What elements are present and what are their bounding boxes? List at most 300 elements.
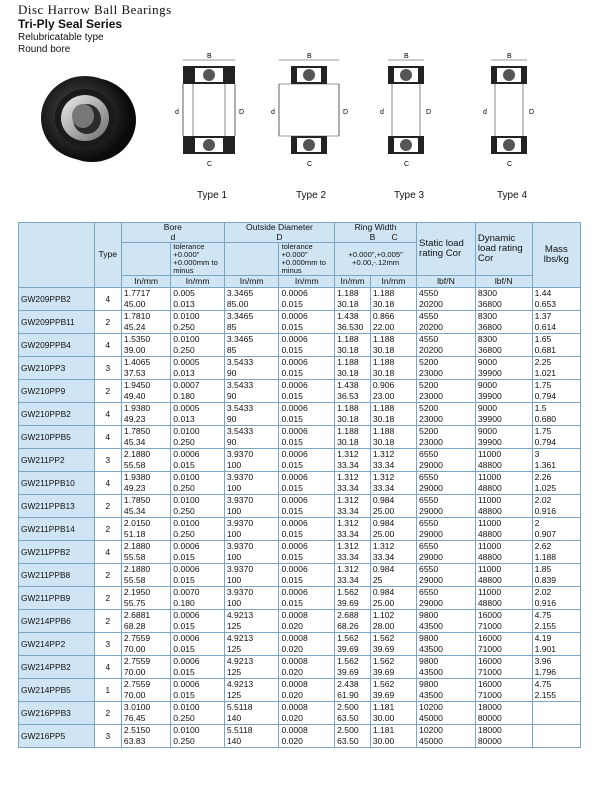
c-metric-value: 30.18 — [372, 367, 395, 378]
mass-cell — [532, 609, 580, 632]
model-header — [19, 223, 95, 288]
b-metric-value: 39.69 — [337, 597, 359, 608]
mass-cell — [532, 494, 580, 517]
otol-inch-value: 0.0006 — [281, 564, 308, 575]
od-inch-value: 5.5118 — [226, 702, 253, 713]
mass-metric-value: 1.021 — [534, 367, 557, 378]
svg-text:D: D — [529, 109, 535, 116]
b-inch-value: 1.438 — [337, 311, 359, 322]
c-metric-value: 30.18 — [372, 436, 395, 447]
mass-metric-value: 1.796 — [534, 666, 557, 677]
od-cell — [224, 517, 279, 540]
mass-cell — [532, 563, 580, 586]
b-cell — [335, 632, 371, 655]
c-metric-value: 30.00 — [372, 735, 395, 746]
od-cell — [224, 310, 279, 333]
type-cell: 3 — [94, 356, 121, 379]
stat-inch-value: 5200 — [419, 403, 439, 414]
btol-metric-value: 0.250 — [173, 344, 195, 355]
otol-cell — [279, 310, 335, 333]
btol-inch-value: 0.0006 — [173, 679, 200, 690]
b-cell — [335, 310, 371, 333]
bore-cell — [121, 287, 170, 310]
bore-cell — [121, 678, 170, 701]
stat-cell — [417, 494, 476, 517]
mass-cell — [532, 402, 580, 425]
otol-cell — [279, 563, 335, 586]
unit-od: In/mm — [224, 275, 279, 287]
table-row — [19, 402, 581, 425]
c-inch-value: 1.562 — [372, 679, 395, 690]
otol-cell — [279, 701, 335, 724]
b-inch-value: 1.312 — [337, 472, 359, 483]
bore-cell — [121, 563, 170, 586]
od-inch-value: 3.5433 — [226, 426, 254, 437]
dyn-inch-value: 8300 — [477, 311, 497, 322]
dyn-inch-value: 11000 — [477, 541, 502, 552]
otol-metric-value: 0.015 — [281, 459, 303, 470]
od-cell — [224, 609, 279, 632]
mass-inch-value: 3 — [534, 449, 540, 460]
btol-cell — [171, 540, 225, 563]
b-cell — [335, 609, 371, 632]
b-inch-value: 1.312 — [337, 541, 359, 552]
c-metric-value: 23.00 — [372, 390, 395, 401]
btol-metric-value: 0.250 — [173, 505, 195, 516]
model-cell: GW210PP3 — [19, 356, 95, 379]
unit-static: lbf/N — [417, 275, 476, 287]
stat-inch-value: 6550 — [419, 449, 439, 460]
table-row — [19, 540, 581, 563]
bore-inch-value: 2.7559 — [123, 679, 151, 690]
bore-inch-value: 1.7810 — [123, 311, 151, 322]
stat-inch-value: 5200 — [419, 380, 439, 391]
mass-cell — [532, 678, 580, 701]
stat-cell — [417, 471, 476, 494]
mass-inch-value: 1.85 — [534, 564, 552, 575]
otol-inch-value: 0.0006 — [281, 288, 308, 299]
model-cell: GW216PP5 — [19, 724, 95, 747]
stat-cell — [417, 425, 476, 448]
mass-cell — [532, 425, 580, 448]
stat-cell — [417, 540, 476, 563]
btol-cell — [171, 678, 225, 701]
mass-metric-value: 0.794 — [534, 436, 557, 447]
otol-inch-value: 0.0006 — [281, 403, 308, 414]
model-cell: GW209PPB11 — [19, 310, 95, 333]
mass-cell — [532, 448, 580, 471]
btol-metric-value: 0.015 — [173, 643, 195, 654]
table-row — [19, 310, 581, 333]
bore-inch-value: 1.9450 — [123, 380, 151, 391]
btol-cell — [171, 586, 225, 609]
otol-metric-value: 0.015 — [281, 551, 303, 562]
mass-cell — [532, 632, 580, 655]
bore-cell — [121, 517, 170, 540]
bore-metric-value: 63.83 — [123, 735, 146, 746]
bore-metric-value: 49.23 — [123, 482, 146, 493]
bore-inch-value: 2.1880 — [123, 564, 151, 575]
bore-inch-value: 1.9380 — [123, 403, 151, 414]
dyn-inch-value: 16000 — [477, 679, 502, 690]
btol-cell — [171, 724, 225, 747]
c-metric-value: 25.00 — [372, 528, 395, 539]
c-cell — [370, 517, 416, 540]
b-metric-value: 63.50 — [337, 712, 359, 723]
mass-cell — [532, 701, 580, 724]
type-cell: 2 — [94, 379, 121, 402]
model-cell: GW211PPB10 — [19, 471, 95, 494]
c-cell — [370, 402, 416, 425]
b-inch-value: 1.438 — [337, 380, 359, 391]
dyn-metric-value: 48800 — [477, 551, 502, 562]
btol-cell — [171, 333, 225, 356]
bore-metric-value: 45.34 — [123, 505, 146, 516]
table-row — [19, 517, 581, 540]
otol-cell — [279, 586, 335, 609]
od-cell — [224, 356, 279, 379]
model-cell: GW209PPB4 — [19, 333, 95, 356]
bore-cell — [121, 494, 170, 517]
bore-cell — [121, 724, 170, 747]
dyn-inch-value: 9000 — [477, 380, 497, 391]
c-cell — [370, 494, 416, 517]
od-metric-value: 100 — [226, 528, 242, 539]
c-inch-value: 0.984 — [372, 587, 395, 598]
subtitle-relubricatable: Relubricatable type — [18, 32, 104, 43]
od-inch-value: 3.3465 — [226, 288, 254, 299]
dyn-metric-value: 36800 — [477, 321, 502, 332]
otol-inch-value: 0.0006 — [281, 357, 308, 368]
otol-inch-value: 0.0008 — [281, 679, 308, 690]
btol-metric-value: 0.180 — [173, 390, 195, 401]
stat-cell — [417, 448, 476, 471]
mass-metric-value: 2.155 — [534, 689, 557, 700]
ring-tolerance-header: +0.000",+0.005" +0.00,-.12mm — [335, 243, 417, 276]
unit-c: In/mm — [370, 275, 416, 287]
bore-inch-value: 2.1880 — [123, 449, 151, 460]
otol-metric-value: 0.015 — [281, 528, 303, 539]
svg-text:d: d — [483, 109, 487, 116]
btol-metric-value: 0.250 — [173, 321, 195, 332]
stat-cell — [417, 586, 476, 609]
od-inch-value: 3.9370 — [226, 587, 254, 598]
b-metric-value: 36.530 — [337, 321, 364, 332]
bore-cell — [121, 356, 170, 379]
od-cell — [224, 448, 279, 471]
mass-inch-value: 1.37 — [534, 311, 552, 322]
od-inch-value: 3.9370 — [226, 449, 254, 460]
b-metric-value: 33.34 — [337, 574, 359, 585]
otol-metric-value: 0.015 — [281, 436, 303, 447]
bore-inch-value: 2.5150 — [123, 725, 151, 736]
c-inch-value: 1.312 — [372, 541, 395, 552]
type-cell: 4 — [94, 287, 121, 310]
otol-inch-value: 0.0008 — [281, 725, 308, 736]
type-1-diagram — [165, 50, 255, 170]
b-inch-value: 2.500 — [337, 702, 359, 713]
otol-metric-value: 0.015 — [281, 597, 303, 608]
od-cell — [224, 678, 279, 701]
otol-cell — [279, 448, 335, 471]
btol-cell — [171, 287, 225, 310]
table-row — [19, 471, 581, 494]
stat-metric-value: 20200 — [419, 298, 443, 309]
svg-text:C: C — [307, 161, 313, 168]
b-cell — [335, 540, 371, 563]
unit-dynamic: lbf/N — [475, 275, 532, 287]
od-inch-value: 3.5433 — [226, 380, 254, 391]
table-row — [19, 563, 581, 586]
svg-text:C: C — [507, 161, 513, 168]
mass-cell — [532, 540, 580, 563]
stat-metric-value: 29000 — [419, 505, 443, 516]
b-metric-value: 63.50 — [337, 735, 359, 746]
stat-metric-value: 29000 — [419, 528, 443, 539]
dyn-inch-value: 18000 — [477, 725, 502, 736]
b-inch-value: 1.312 — [337, 518, 359, 529]
mass-cell — [532, 356, 580, 379]
mass-metric-value: 2.155 — [534, 620, 557, 631]
model-cell: GW214PPB5 — [19, 678, 95, 701]
btol-inch-value: 0.0100 — [173, 311, 200, 322]
dyn-metric-value: 71000 — [477, 643, 502, 654]
type-2-label: Type 2 — [296, 190, 327, 201]
mass-inch-value: 1.75 — [534, 426, 552, 437]
bore-cell — [121, 471, 170, 494]
btol-metric-value: 0.250 — [173, 436, 195, 447]
c-inch-value: 0.866 — [372, 311, 395, 322]
table-row — [19, 494, 581, 517]
otol-inch-value: 0.0008 — [281, 656, 308, 667]
otol-metric-value: 0.015 — [281, 574, 303, 585]
mass-inch-value: 3.96 — [534, 656, 552, 667]
otol-metric-value: 0.015 — [281, 367, 303, 378]
unit-od-tol: In/mm — [279, 275, 335, 287]
type-cell: 2 — [94, 586, 121, 609]
mass-inch-value: 2.25 — [534, 357, 552, 368]
mass-cell — [532, 517, 580, 540]
b-metric-value: 33.34 — [337, 528, 359, 539]
c-inch-value: 1.562 — [372, 656, 395, 667]
otol-inch-value: 0.0006 — [281, 334, 308, 345]
otol-inch-value: 0.0006 — [281, 380, 308, 391]
otol-inch-value: 0.0008 — [281, 702, 308, 713]
b-cell — [335, 333, 371, 356]
bore-cell — [121, 701, 170, 724]
b-metric-value: 33.34 — [337, 505, 359, 516]
b-metric-value: 30.18 — [337, 367, 359, 378]
dim-b-label: B — [207, 53, 212, 60]
b-inch-value: 1.188 — [337, 357, 359, 368]
otol-cell — [279, 724, 335, 747]
mass-metric-value: 0.681 — [534, 344, 557, 355]
dyn-cell — [475, 287, 532, 310]
od-metric-value: 90 — [226, 390, 237, 401]
stat-inch-value: 6550 — [419, 541, 439, 552]
table-row — [19, 333, 581, 356]
bore-inch-value: 1.9380 — [123, 472, 151, 483]
c-metric-value: 33.34 — [372, 482, 395, 493]
dyn-metric-value: 36800 — [477, 344, 502, 355]
type-cell: 4 — [94, 540, 121, 563]
bore-metric-value: 45.00 — [123, 298, 146, 309]
od-cell — [224, 471, 279, 494]
od-metric-value: 125 — [226, 620, 242, 631]
otol-inch-value: 0.0006 — [281, 541, 308, 552]
dyn-metric-value: 48800 — [477, 597, 502, 608]
od-cell — [224, 425, 279, 448]
c-cell — [370, 287, 416, 310]
bore-tolerance-header: tolerance +0.000" +0.000mm to minus — [171, 243, 225, 276]
stat-cell — [417, 517, 476, 540]
od-cell — [224, 724, 279, 747]
btol-cell — [171, 609, 225, 632]
c-cell — [370, 540, 416, 563]
bore-metric-value: 70.00 — [123, 689, 146, 700]
od-metric-value: 125 — [226, 643, 242, 654]
od-metric-value: 85 — [226, 321, 237, 332]
c-inch-value: 1.181 — [372, 725, 395, 736]
model-cell: GW211PPB13 — [19, 494, 95, 517]
b-inch-value: 1.562 — [337, 587, 359, 598]
stat-inch-value: 10200 — [419, 702, 443, 713]
bore-inch-value: 3.0100 — [123, 702, 151, 713]
bore-metric-value: 55.75 — [123, 597, 146, 608]
svg-text:D: D — [343, 109, 349, 116]
b-inch-value: 2.438 — [337, 679, 359, 690]
stat-metric-value: 23000 — [419, 367, 443, 378]
c-metric-value: 30.00 — [372, 712, 395, 723]
bore-inch-value: 1.7850 — [123, 495, 151, 506]
stat-cell — [417, 724, 476, 747]
type-cell: 4 — [94, 471, 121, 494]
bore-metric-value: 49.40 — [123, 390, 146, 401]
b-cell — [335, 678, 371, 701]
model-cell: GW214PP2 — [19, 632, 95, 655]
c-inch-value: 1.188 — [372, 403, 395, 414]
table-header — [19, 223, 581, 288]
dyn-inch-value: 11000 — [477, 449, 502, 460]
c-metric-value: 30.18 — [372, 298, 395, 309]
stat-inch-value: 9800 — [419, 656, 439, 667]
stat-cell — [417, 287, 476, 310]
od-metric-value: 100 — [226, 482, 242, 493]
otol-inch-value: 0.0008 — [281, 610, 308, 621]
btol-cell — [171, 425, 225, 448]
dyn-metric-value: 80000 — [477, 735, 502, 746]
dyn-cell — [475, 494, 532, 517]
bearing-photo — [30, 68, 140, 168]
c-metric-value: 28.00 — [372, 620, 395, 631]
b-metric-value: 36.53 — [337, 390, 359, 401]
dyn-metric-value: 39900 — [477, 367, 502, 378]
dynamic-load-header: Dynamic load rating Cor — [475, 223, 532, 276]
c-cell — [370, 586, 416, 609]
mass-inch-value: 1.65 — [534, 334, 552, 345]
dyn-metric-value: 48800 — [477, 574, 502, 585]
dyn-metric-value: 48800 — [477, 505, 502, 516]
btol-inch-value: 0.0070 — [173, 587, 200, 598]
dyn-cell — [475, 678, 532, 701]
mass-metric-value: 1.188 — [534, 551, 557, 562]
b-cell — [335, 701, 371, 724]
c-cell — [370, 425, 416, 448]
mass-metric-value: 0.794 — [534, 390, 557, 401]
od-inch-value: 3.9370 — [226, 518, 254, 529]
bore-metric-value: 70.00 — [123, 643, 146, 654]
od-cell — [224, 402, 279, 425]
model-cell: GW210PP9 — [19, 379, 95, 402]
b-cell — [335, 471, 371, 494]
c-cell — [370, 655, 416, 678]
od-metric-value: 140 — [226, 735, 242, 746]
btol-inch-value: 0.005 — [173, 288, 195, 299]
stat-metric-value: 20200 — [419, 321, 443, 332]
b-cell — [335, 448, 371, 471]
stat-cell — [417, 678, 476, 701]
b-inch-value: 1.312 — [337, 449, 359, 460]
stat-cell — [417, 701, 476, 724]
b-inch-value: 1.188 — [337, 288, 359, 299]
dyn-metric-value: 71000 — [477, 620, 502, 631]
svg-text:B: B — [404, 53, 409, 60]
dyn-inch-value: 16000 — [477, 610, 502, 621]
table-body — [19, 287, 581, 747]
c-cell — [370, 609, 416, 632]
mass-cell — [532, 471, 580, 494]
bore-metric-value: 37.53 — [123, 367, 146, 378]
b-metric-value: 30.18 — [337, 436, 359, 447]
otol-cell — [279, 356, 335, 379]
b-metric-value: 33.34 — [337, 482, 359, 493]
c-metric-value: 30.18 — [372, 413, 395, 424]
b-inch-value: 1.188 — [337, 426, 359, 437]
od-inch-value: 3.3465 — [226, 334, 254, 345]
bore-metric-value: 39.00 — [123, 344, 146, 355]
btol-metric-value: 0.015 — [173, 551, 195, 562]
mass-inch-value: 1.5 — [534, 403, 547, 414]
btol-metric-value: 0.180 — [173, 597, 195, 608]
c-inch-value: 0.984 — [372, 564, 395, 575]
stat-cell — [417, 563, 476, 586]
stat-metric-value: 29000 — [419, 482, 443, 493]
stat-metric-value: 29000 — [419, 597, 443, 608]
bore-cell — [121, 333, 170, 356]
model-cell: GW210PPB2 — [19, 402, 95, 425]
btol-inch-value: 0.0006 — [173, 633, 200, 644]
b-cell — [335, 517, 371, 540]
type-cell: 2 — [94, 701, 121, 724]
type-1-label: Type 1 — [197, 190, 228, 201]
model-cell: GW209PPB2 — [19, 287, 95, 310]
dyn-inch-value: 16000 — [477, 656, 502, 667]
c-metric-value: 25 — [372, 574, 383, 585]
btol-metric-value: 0.250 — [173, 735, 195, 746]
b-cell — [335, 402, 371, 425]
b-metric-value: 68.26 — [337, 620, 359, 631]
btol-metric-value: 0.250 — [173, 712, 195, 723]
otol-inch-value: 0.0006 — [281, 426, 308, 437]
b-metric-value: 30.18 — [337, 344, 359, 355]
c-inch-value: 1.188 — [372, 334, 395, 345]
dyn-cell — [475, 724, 532, 747]
otol-metric-value: 0.015 — [281, 298, 303, 309]
stat-metric-value: 43500 — [419, 666, 443, 677]
btol-cell — [171, 494, 225, 517]
otol-cell — [279, 287, 335, 310]
c-cell — [370, 632, 416, 655]
